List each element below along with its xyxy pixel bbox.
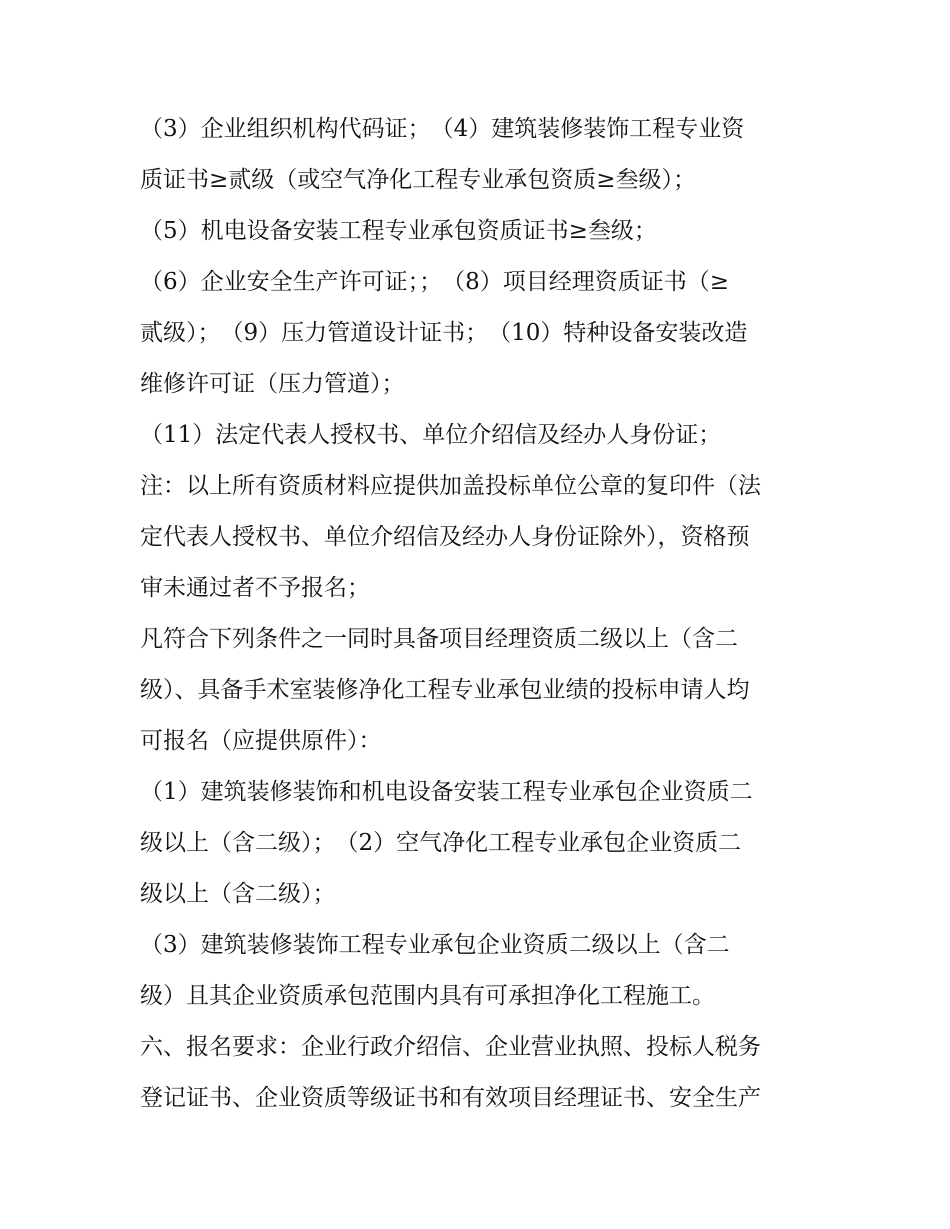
text-line-4: （6）企业安全生产许可证；； （8）项目经理资质证书（≥ (140, 269, 730, 295)
text-line-13: 可报名（应提供原件）： (140, 728, 382, 754)
text-line-3: （5）机电设备安装工程专业承包资质证书≥叁级； (140, 218, 657, 244)
text-line-5: 贰级）； （9）压力管道设计证书； （10）特种设备安装改造 (140, 320, 748, 346)
document-body (140, 104, 830, 1124)
text-line-19: 六、报名要求：企业行政介绍信、企业营业执照、投标人税务 (140, 1034, 761, 1060)
text-line-11: 凡符合下列条件之一同时具备项目经理资质二级以上（含二 (140, 626, 738, 652)
text-line-6: 维修许可证（压力管道）； (140, 371, 405, 397)
text-line-17: （3）建筑装修装饰工程专业承包企业资质二级以上（含二 (140, 932, 730, 958)
text-line-14: （1）建筑装修装饰和机电设备安装工程专业承包企业资质二 (140, 779, 753, 805)
text-line-2: 质证书≥贰级（或空气净化工程专业承包资质≥叁级）； (140, 167, 697, 193)
text-line-18: 级）且其企业资质承包范围内具有可承担净化工程施工。 (140, 983, 715, 1009)
text-line-8: 注：以上所有资质材料应提供加盖投标单位公章的复印件（法 (140, 473, 761, 499)
text-line-16: 级以上（含二级）； (140, 881, 336, 907)
text-line-12: 级）、具备手术室装修净化工程专业承包业绩的投标申请人均 (140, 677, 750, 703)
text-line-15: 级以上（含二级）； （2）空气净化工程专业承包企业资质二 (140, 830, 742, 856)
text-line-10: 审未通过者不予报名； (140, 575, 370, 601)
text-line-20: 登记证书、企业资质等级证书和有效项目经理证书、安全生产 (140, 1085, 761, 1111)
text-line-1: （3）企业组织机构代码证； （4）建筑装修装饰工程专业资 (140, 116, 745, 142)
text-line-7: （11）法定代表人授权书、单位介绍信及经办人身份证； (140, 422, 722, 448)
text-line-9: 定代表人授权书、单位介绍信及经办人身份证除外），资格预 (140, 524, 750, 550)
